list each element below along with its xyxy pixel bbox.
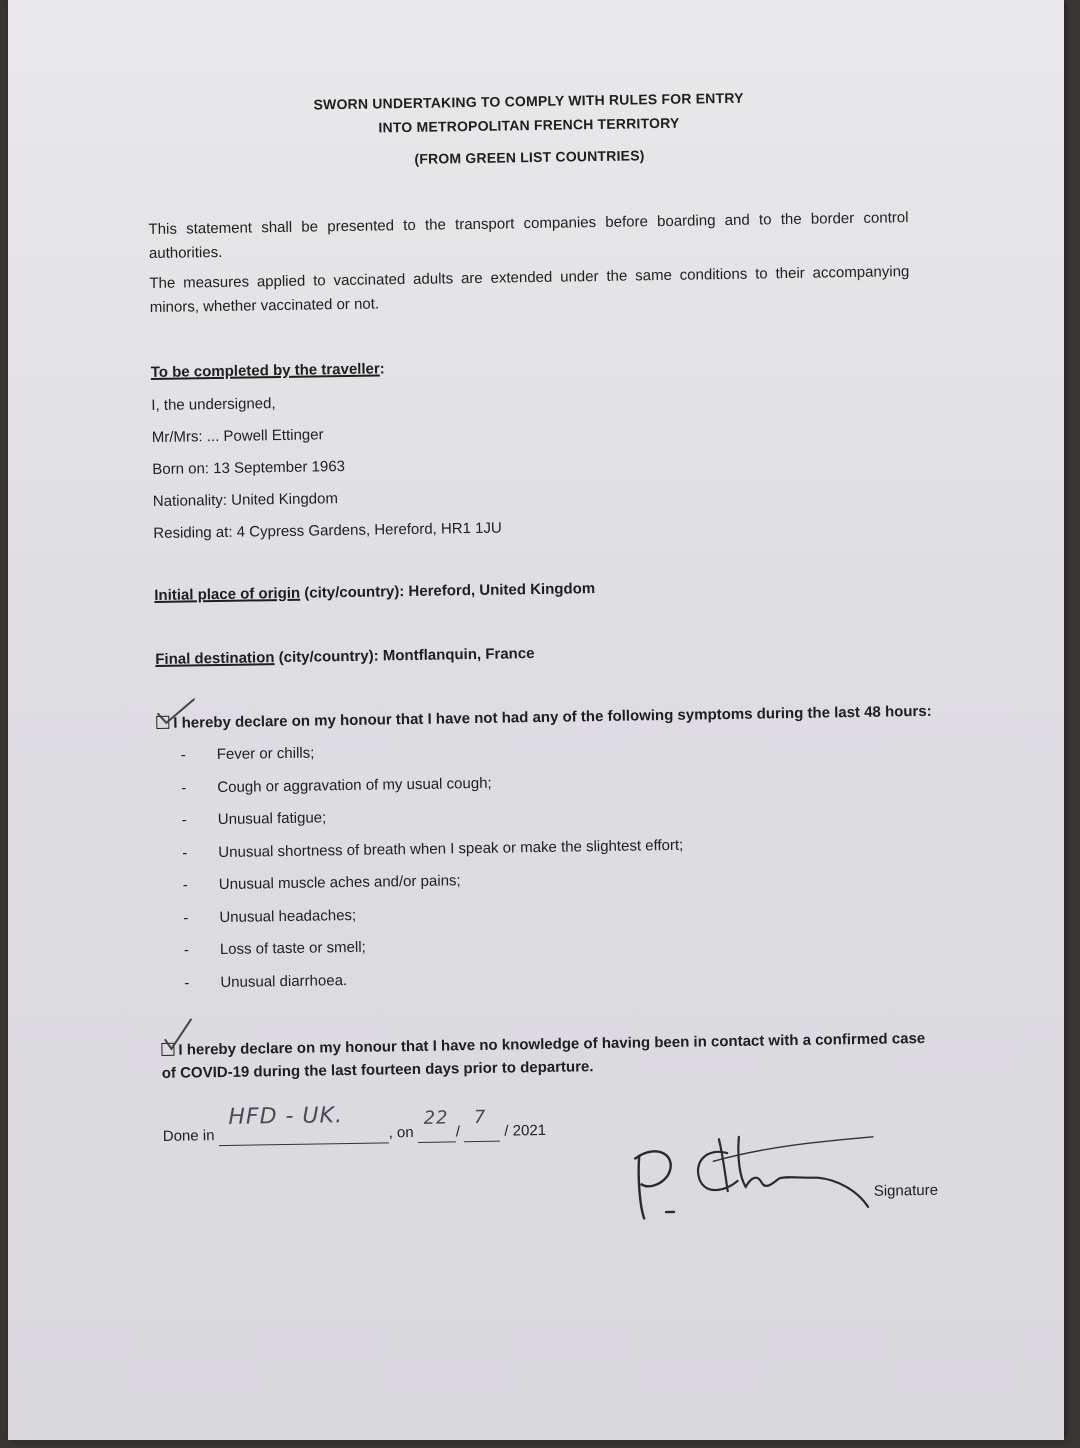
month-handwriting: 7 — [473, 1106, 487, 1129]
year-label: / 2021 — [504, 1121, 547, 1140]
symptom-item: Unusual diarrhoea. — [220, 972, 348, 992]
place-handwriting: HFD - UK. — [228, 1103, 344, 1130]
symptom-item: Fever or chills; — [216, 744, 315, 764]
bullet-dash: - — [181, 779, 187, 797]
date-separator: / — [455, 1123, 461, 1141]
bullet-dash: - — [183, 941, 190, 959]
origin-label: Initial place of origin — [154, 584, 301, 605]
declaration-2-text: I hereby declare on my honour that I have no knowledge of having been in contact with a confirmed case — [178, 1029, 926, 1059]
symptom-item: Cough or aggravation of my usual cough; — [217, 774, 492, 797]
symptom-item: Unusual headaches; — [219, 906, 357, 927]
bullet-dash: - — [184, 974, 190, 992]
month-blank — [464, 1106, 500, 1143]
signature-label: Signature — [873, 1181, 939, 1200]
destination-value: (city/country): Montflanquin, France — [274, 645, 535, 667]
symptom-item: Loss of taste or smell; — [219, 938, 366, 959]
origin-field — [154, 580, 595, 605]
traveller-heading — [151, 360, 385, 382]
on-label: , on — [388, 1124, 414, 1142]
title-line-3: (FROM GREEN LIST COUNTRIES) — [414, 147, 645, 167]
intro-paragraph-1: This statement shall be presented to the transport companies before boarding and to the border control authorities. — [148, 209, 909, 263]
done-line — [162, 1103, 547, 1147]
born-field: Born on: 13 September 1963 — [152, 458, 346, 479]
declaration-1-text: I hereby declare on my honour that I have not had any of the following symptoms during the last 48 hours: — [173, 702, 932, 732]
declaration-2-line-2: of COVID-19 during the last fourteen days prior to departure. — [161, 1058, 594, 1082]
title-line-1: SWORN UNDERTAKING TO COMPLY WITH RULES FOR ENTRY — [313, 89, 744, 113]
name-field: Mr/Mrs: ... Powell Ettinger — [151, 426, 324, 447]
declaration-1 — [156, 703, 932, 733]
symptom-item: Unusual fatigue; — [217, 809, 327, 829]
day-blank — [418, 1107, 456, 1143]
bullet-dash: - — [183, 909, 189, 927]
destination-field — [155, 645, 534, 669]
declaration-2-line-1 — [161, 1030, 925, 1060]
undersigned-line: I, the undersigned, — [151, 395, 276, 415]
residing-field: Residing at: 4 Cypress Gardens, Hereford, HR1 1JU — [153, 519, 502, 543]
bullet-dash: - — [181, 811, 187, 829]
traveller-heading-colon: : — [379, 360, 385, 378]
checkmark-icon — [161, 1015, 206, 1056]
place-blank — [219, 1103, 389, 1146]
bullet-dash: - — [182, 844, 188, 862]
origin-value: (city/country): Hereford, United Kingdom — [300, 580, 596, 602]
intro-paragraph-2: The measures applied to vaccinated adults are extended under the same conditions to their accompanying minors, whether vaccinated or not. — [149, 263, 910, 317]
checkmark-icon — [154, 695, 203, 730]
done-in-label: Done in — [162, 1127, 215, 1145]
traveller-heading-label: To be completed by the traveller — [150, 360, 380, 382]
destination-label: Final destination — [155, 649, 275, 669]
title-line-2: INTO METROPOLITAN FRENCH TERRITORY — [378, 114, 680, 136]
symptom-item: Unusual muscle aches and/or pains; — [218, 872, 461, 894]
signature-image — [627, 1115, 889, 1229]
symptom-item: Unusual shortness of breath when I speak or make the slightest effort; — [218, 836, 684, 862]
bullet-dash: - — [180, 746, 186, 764]
nationality-field: Nationality: United Kingdom — [152, 490, 339, 511]
document-page — [8, 0, 1064, 1440]
day-handwriting: 22 — [423, 1107, 449, 1129]
bullet-dash: - — [182, 876, 188, 894]
